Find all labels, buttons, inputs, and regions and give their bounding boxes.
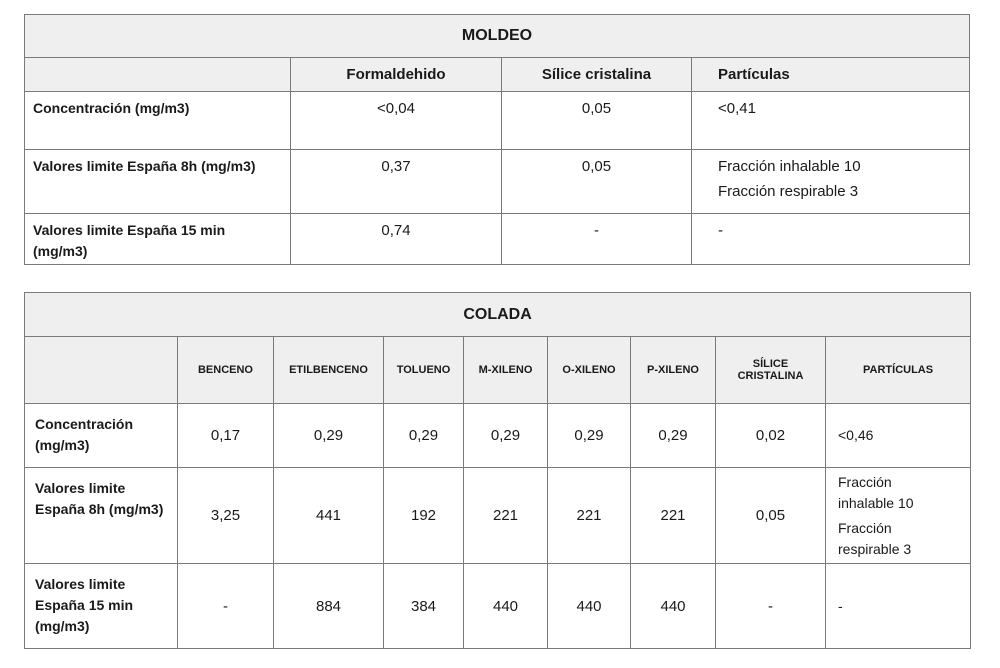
colada-header-p-xileno: P-XILENO [631,337,716,404]
moldeo-header-empty [25,58,291,92]
colada-header-silice: SÍLICE CRISTALINA [716,337,826,404]
colada-cell: 0,29 [631,404,716,468]
colada-cell: <0,46 [826,404,971,468]
colada-header-etilbenceno: ETILBENCENO [274,337,384,404]
colada-header-tolueno: TOLUENO [384,337,464,404]
fraccion-respirable: Fracción respirable 3 [838,519,912,557]
colada-header-empty [25,337,178,404]
colada-cell-particulas-8h [826,468,971,564]
fraccion-inhalable: Fracción inhalable 10 [838,473,914,511]
moldeo-cell: 0,05 [502,92,692,150]
moldeo-header-silice: Sílice cristalina [502,58,692,92]
moldeo-row-label-concentracion: Concentración (mg/m3) [25,92,291,150]
colada-row-label-15min: Valores limite España 15 min (mg/m3) [25,564,178,649]
colada-cell: 221 [464,468,548,564]
fraccion-inhalable: Fracción inhalable 10 [718,158,861,175]
moldeo-cell: <0,04 [291,92,502,150]
colada-cell: 0,05 [716,468,826,564]
moldeo-row-label-8h: Valores limite España 8h (mg/m3) [25,150,291,214]
colada-cell: 440 [464,564,548,649]
fraccion-respirable: Fracción respirable 3 [718,183,859,200]
moldeo-cell-particulas-8h [692,150,970,214]
colada-cell: 440 [631,564,716,649]
colada-header-m-xileno: M-XILENO [464,337,548,404]
colada-header-particulas: PARTÍCULAS [826,337,971,404]
colada-row-label-8h: Valores limite España 8h (mg/m3) [25,468,178,564]
colada-cell: 0,02 [716,404,826,468]
colada-cell: 0,29 [548,404,631,468]
colada-row-label-concentracion: Concentración (mg/m3) [25,404,178,468]
colada-cell: 0,29 [274,404,384,468]
colada-table [24,292,971,649]
colada-cell: 884 [274,564,384,649]
moldeo-cell: <0,41 [692,92,970,150]
colada-cell: 192 [384,468,464,564]
moldeo-row-label-15min: Valores limite España 15 min (mg/m3) [25,214,291,265]
moldeo-cell: - [502,214,692,265]
colada-cell: 3,25 [178,468,274,564]
colada-cell: 0,29 [464,404,548,468]
moldeo-cell: 0,74 [291,214,502,265]
moldeo-header-formaldehido: Formaldehido [291,58,502,92]
moldeo-cell: 0,37 [291,150,502,214]
moldeo-cell: - [692,214,970,265]
colada-cell: - [178,564,274,649]
colada-cell: 0,17 [178,404,274,468]
colada-cell: 221 [548,468,631,564]
colada-cell: 0,29 [384,404,464,468]
colada-cell: 221 [631,468,716,564]
colada-title: COLADA [25,293,971,337]
moldeo-title: MOLDEO [25,15,970,58]
moldeo-table [24,14,970,265]
colada-cell: - [716,564,826,649]
moldeo-cell: 0,05 [502,150,692,214]
colada-cell: 384 [384,564,464,649]
colada-header-benceno: BENCENO [178,337,274,404]
moldeo-header-particulas: Partículas [692,58,970,92]
colada-cell: - [826,564,971,649]
colada-cell: 440 [548,564,631,649]
colada-header-o-xileno: O-XILENO [548,337,631,404]
colada-cell: 441 [274,468,384,564]
